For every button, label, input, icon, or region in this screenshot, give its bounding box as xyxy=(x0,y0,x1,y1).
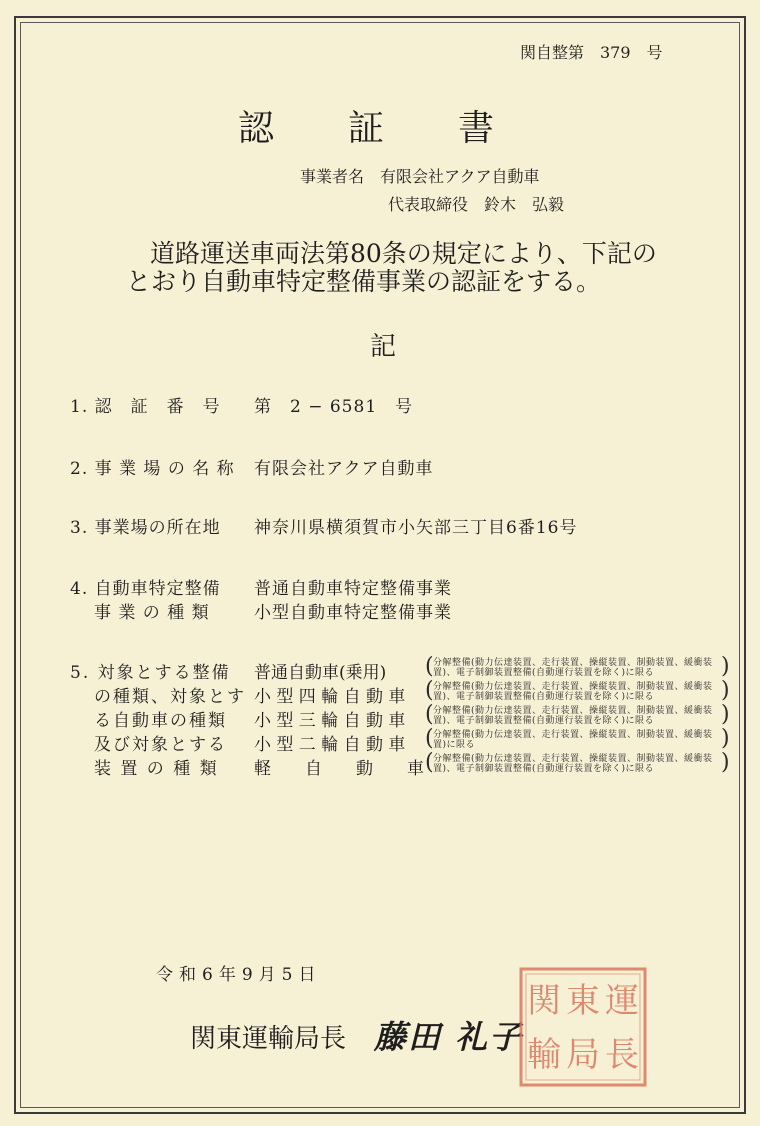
vehicle-type-2: 小 型 四 輪 自 動 車 xyxy=(254,687,406,707)
business-holder-name: 事業者名 有限会社アクア自動車 xyxy=(300,167,540,186)
title-char-2: 証 xyxy=(348,108,385,149)
vehicle-type-1: 普通自動車(乗用) xyxy=(254,663,387,683)
business-type-1: 普通自動車特定整備事業 xyxy=(254,579,452,599)
item5-label-line-4: 及び対象とする xyxy=(94,735,227,755)
workshop-name: 有限会社アクア自動車 xyxy=(254,459,434,479)
seal-char-3: 関 xyxy=(527,981,561,1021)
seal-char-5: 局 xyxy=(566,1035,600,1075)
vehicle-type-3: 小 型 三 輪 自 動 車 xyxy=(254,711,406,731)
official-seal-stamp xyxy=(518,966,648,1088)
seal-char-6: 輸 xyxy=(527,1035,561,1075)
seal-char-1: 運 xyxy=(605,981,639,1021)
business-representative: 代表取締役 鈴木 弘毅 xyxy=(388,195,565,214)
certificate-title xyxy=(238,100,568,151)
issue-date: 令和6年9月5日 xyxy=(156,965,322,985)
document-number: 関自整第 379 号 xyxy=(520,43,663,62)
business-type-2: 小型自動車特定整備事業 xyxy=(254,603,452,623)
item4-label-line-1: 4. 自動車特定整備 xyxy=(70,579,221,599)
item4-label-line-2: 事 業 の 種 類 xyxy=(94,603,210,623)
item5-label-line-5: 装 置 の 種 類 xyxy=(94,759,219,779)
certification-number: 第 2 − 6581 号 xyxy=(254,397,414,417)
item5-label-line-1: 5. 対象とする整備 xyxy=(70,663,231,683)
item5-label-line-3: る自動車の種類 xyxy=(94,711,227,731)
issuer-name-signature: 藤田 礼子 xyxy=(374,1018,524,1056)
vehicle-type-5: 軽 自 動 車 xyxy=(254,759,424,779)
item5-label-line-2: の種類、対象とす xyxy=(94,687,246,707)
ki-heading: 記 xyxy=(370,332,397,362)
item1-label: 1. 認 証 番 号 xyxy=(70,397,221,417)
vehicle-type-4: 小 型 二 輪 自 動 車 xyxy=(254,735,406,755)
item2-label: 2. 事 業 場 の 名 称 xyxy=(70,459,235,479)
workshop-address: 神奈川県横須賀市小矢部三丁目6番16号 xyxy=(254,518,578,538)
title-char-3: 書 xyxy=(458,108,495,149)
issuer-office: 関東運輸局長 xyxy=(190,1024,347,1054)
certification-statement-line-2: とおり自動車特定整備事業の認証をする。 xyxy=(126,267,602,296)
seal-char-4: 長 xyxy=(605,1035,639,1075)
seal-char-2: 東 xyxy=(566,981,600,1021)
certification-statement-line-1: 道路運送車両法第80条の規定により、下記の xyxy=(150,239,657,268)
item3-label: 3. 事業場の所在地 xyxy=(70,518,221,538)
title-char-1: 認 xyxy=(238,108,275,149)
